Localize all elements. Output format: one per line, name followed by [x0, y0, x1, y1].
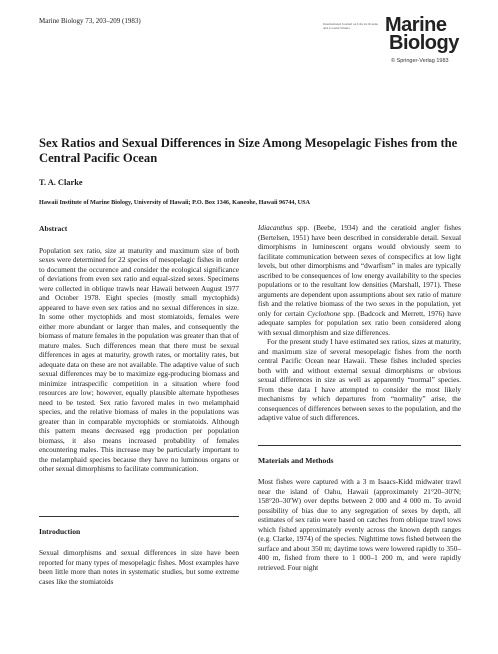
logo-word-biology: Biology: [389, 32, 459, 54]
present-study-paragraph: For the present study I have estimated sex ratios, sizes at maturity, and maximum size of several mesopelagic fishes from the north central Pacific Ocean near Hawaii. These fishes included species both with and without external sexual dimorphisms or obvious sexual differences in size as well as apparently “normal” species. From these data I have attempted to consider the most likely mechanisms by which departures from “normality” arise, the consequences of differences between sexes to the population, and the adaptive value of such differences.: [258, 337, 461, 422]
article-title: Sex Ratios and Sexual Differences in Size Among Mesopelagic Fishes from the Central Pacific Ocean: [39, 136, 458, 165]
genus-idiacanthus: Idiacanthus: [258, 223, 293, 232]
introduction-text: Sexual dimorphisms and sexual differences in size have been reported for many types of mesopelagic fishes. Most examples have been little more than notes in systematic studies, but some extreme cases like the stomiatoids: [39, 548, 239, 586]
methods-heading: Materials and Methods: [258, 455, 334, 465]
author-affiliation: Hawaii Institute of Marine Biology, University of Hawaii; P.O. Box 1346, Kaneohe, Hawaii 96744, USA: [39, 199, 310, 206]
introduction-heading: Introduction: [39, 526, 81, 536]
right-column: [258, 223, 461, 572]
section-divider: [39, 516, 239, 517]
abstract-heading: Abstract: [39, 224, 68, 233]
abstract-text: Population sex ratio, size at maturity and maximum size of both sexes were determined for 22 species of mesopelagic fishes in order to document the occurence and consider the ecological significance of deviations from even sex ratio and equal-sized sexes. Specimens were collected in oblique trawls near Hawaii between August 1977 and October 1978. Eight species (mostly small myctophids) appeared to have even sex ratios and no sexual differences in size. In some other myctophids and most stomiatoids, females were either more abundant or larger than males, and consequently the biomass of mature females in the population was greater than that of mature males. Such differences mean that there must be sexual differences in ages at maturity, growth rates, or mortality rates, but adequate data on these are not available. The adaptive value of such sexual differences may be to maximize egg-producing biomass and minimize intraspecific competition in a situation where food resources are low; however, equally plausible alternate hypotheses need to be tested. Sex ratio favored males in two melamphaid species, and the relative biomass of males in the populations was greater than in comparable myctophids or stomiatoids. Although this pattern means decreased egg production per population biomass, it also means increased probability of females encountering males. This increase may be particularly important to the melamphaid species because they have no luminous organs or other sexual dimorphisms to facilitate communication.: [39, 245, 239, 473]
methods-divider: [258, 445, 461, 446]
left-column: [39, 224, 239, 586]
copyright-notice: © Springer-Verlag 1983: [391, 58, 449, 64]
logo-fine-print: International Journal on Life in Oceans and Coastal Waters: [323, 22, 378, 30]
journal-citation: Marine Biology 73, 203–209 (1983): [39, 17, 141, 25]
genus-cyclothone: Cyclothone: [307, 308, 341, 318]
logo-word-marine: Marine: [385, 14, 447, 36]
intro-continued-paragraph: Idiacanthus spp. (Beebe, 1934) and the ceratioid angler fishes (Bertelsen, 1951) have been described in considerable detail. Sexual dimorphisms in luminescent organs would obviously seem to facilitate communication between sexes of conspecifics at low light levels, but other dimorphisms and “dwarfism” in males are typically ascribed to be consequences of low energy availability to the species populations or to the resultant low densities (Marshall, 1971). These arguments are dependent upon assumptions about sex ratio of mature fish and the relative biomass of the two sexes in the population, yet only for certain Cyclothone spp. (Badcock and Merrett, 1976) have adequate samples for population sex ratio been considered along with sexual dimorphism and size differences.: [258, 223, 461, 337]
methods-text: Most fishes were captured with a 3 m Isaacs-Kidd midwater trawl near the island of Oahu, Hawaii (approximately 21°20–30′N; 158°20–30′W) over depths between 2 000 and 4 000 m. To avoid possibility of bias due to any segregation of sexes by depth, all estimates of sex ratio were based on catches from oblique trawl tows which fished approximately evenly across the known depth ranges (e.g. Clarke, 1974) of the species. Nighttime tows fished between the surface and about 350 m; daytime tows were lowered rapidly to 350–400 m, fished from there to 1 000–1 200 m, and were rapidly retrieved. Four night: [258, 477, 461, 572]
journal-logo: [323, 14, 459, 76]
article-author: T. A. Clarke: [39, 178, 83, 187]
